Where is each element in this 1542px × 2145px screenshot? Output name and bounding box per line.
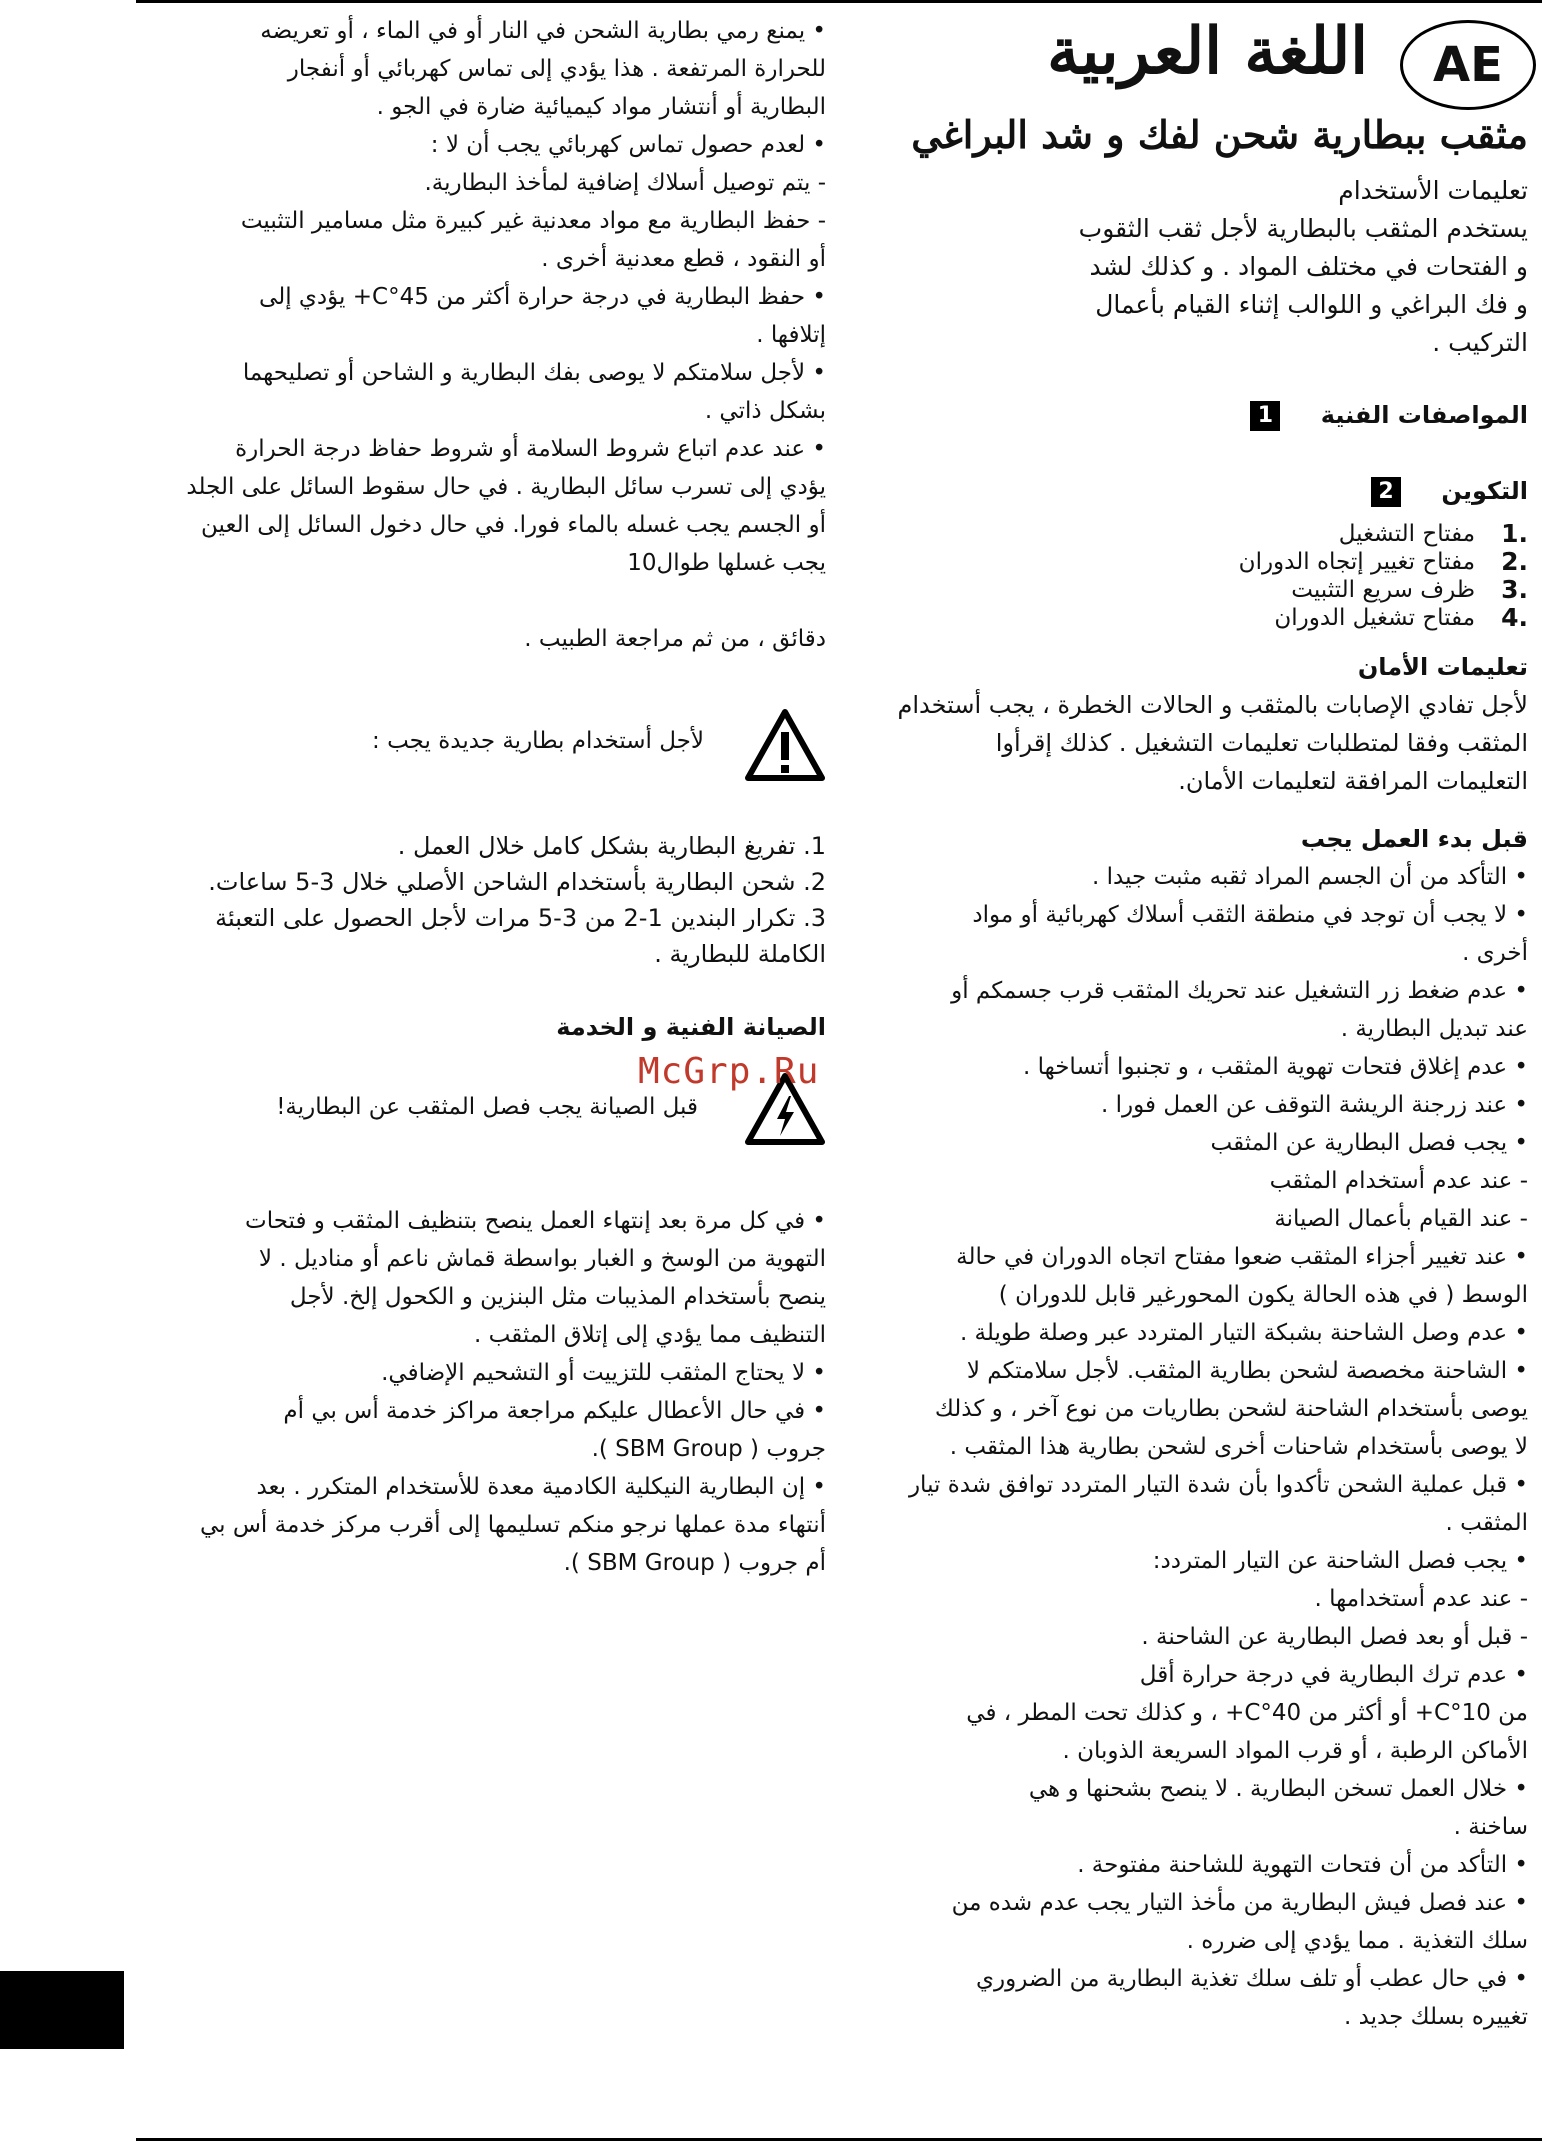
part-label: مفتاح تغيير إتجاه الدوران bbox=[1238, 549, 1476, 575]
maintenance-line: التنظيف مما يؤدي إلى إتلاق المثقب . bbox=[473, 1322, 826, 1348]
part-item bbox=[856, 576, 1528, 604]
spec-label: المواصفات الفنية bbox=[1320, 401, 1528, 429]
safety-line: التعليمات المرافقة لتعليمات الأمان. bbox=[1178, 767, 1528, 795]
minutes-line: دقائق ، من ثم مراجعة الطبيب . bbox=[524, 626, 826, 652]
battery-warning-line: - يتم توصيل أسلاك إضافية لمأخذ البطارية. bbox=[424, 170, 826, 196]
spec-number-badge: 1 bbox=[1250, 401, 1280, 431]
part-number: 4. bbox=[1501, 603, 1528, 632]
part-number: 2. bbox=[1501, 547, 1528, 576]
before-work-line: • في حال عطب أو تلف سلك تغذية البطارية من الضروري bbox=[976, 1966, 1528, 1992]
before-work-line: - عند عدم أستخدام المثقب bbox=[1269, 1168, 1528, 1194]
battery-warning-line: إتلافها . bbox=[756, 322, 826, 348]
step-line: 1. تفريغ البطارية بشكل كامل خلال العمل . bbox=[397, 832, 826, 860]
part-label: مفتاح التشغيل bbox=[1338, 521, 1476, 547]
left-column bbox=[136, 12, 826, 1582]
battery-warnings bbox=[136, 12, 826, 582]
maintenance-title: الصيانة الفنية و الخدمة bbox=[556, 1013, 826, 1041]
config-number-badge: 2 bbox=[1371, 477, 1401, 507]
part-item bbox=[856, 604, 1528, 632]
maintenance-line: ينصح بأستخدام المذيبات مثل البنزين و الكحول إلخ. لأجل bbox=[289, 1284, 826, 1310]
before-work-line: يوصى بأستخدام الشاحنة لشحن بطاريات من نوع آخر ، و كذلك bbox=[934, 1396, 1528, 1422]
part-label: ظرف سريع التثبيت bbox=[1291, 577, 1476, 603]
battery-warning-line: أو الجسم يجب غسله بالماء فورا. في حال دخول السائل إلى العين bbox=[201, 512, 826, 538]
maintenance-line: أم جروب ( SBM Group ). bbox=[563, 1550, 826, 1576]
before-work-line: • خلال العمل تسخن البطارية . لا ينصح بشحنها و هي bbox=[1028, 1776, 1528, 1802]
battery-warning-line: للحرارة المرتفعة . هذا يؤدي إلى تماس كهربائي أو أنفجار bbox=[287, 56, 826, 82]
maintenance-line: جروب ( SBM Group ). bbox=[591, 1436, 826, 1462]
usage-title: تعليمات الأستخدام bbox=[1338, 176, 1528, 205]
usage-text bbox=[856, 210, 1528, 362]
before-work-line: من 10°C+ أو أكثر من 40°C+ ، و كذلك تحت المطر ، في bbox=[966, 1700, 1528, 1726]
usage-line: التركيب . bbox=[1432, 328, 1528, 357]
part-item bbox=[856, 548, 1528, 576]
step-line: 2. شحن البطارية بأستخدام الشاحن الأصلي خلال 3-5 ساعات. bbox=[208, 868, 826, 896]
right-column bbox=[856, 172, 1528, 2036]
safety-line: لأجل تفادي الإصابات بالمثقب و الحالات الخطرة ، يجب أستخدام bbox=[897, 691, 1528, 719]
step-line: الكاملة للبطارية . bbox=[654, 940, 826, 968]
before-work-line: • التأكد من أن فتحات التهوية للشاحنة مفتوحة . bbox=[1077, 1852, 1528, 1878]
maintenance-line: • إن البطارية النيكلية الكادمية معدة للأستخدام المتكرر . بعد bbox=[256, 1474, 826, 1500]
battery-warning-line: • عند عدم اتباع شروط السلامة أو شروط حفاظ درجة الحرارة bbox=[235, 436, 826, 462]
battery-warning-line: بشكل ذاتي . bbox=[704, 398, 826, 424]
before-work-line: عند تبديل البطارية . bbox=[1340, 1016, 1528, 1042]
battery-warning-line: • حفظ البطارية في درجة حرارة أكثر من 45°C+ يؤدي إلى bbox=[259, 284, 826, 310]
maintenance-warning: قبل الصيانة يجب فصل المثقب عن البطارية! bbox=[276, 1094, 698, 1120]
before-work-line: الأماكن الرطبة ، أو قرب المواد السريعة الذوبان . bbox=[1062, 1738, 1528, 1764]
before-work-line: - قبل أو بعد فصل البطارية عن الشاحنة . bbox=[1141, 1624, 1528, 1650]
part-number: 3. bbox=[1501, 575, 1528, 604]
battery-warning-line: • يمنع رمي بطارية الشحن في النار أو في الماء ، أو تعريضه bbox=[260, 18, 826, 44]
part-number: 1. bbox=[1501, 519, 1528, 548]
before-work-line: ساخنة . bbox=[1453, 1814, 1528, 1840]
usage-line: و الفتحات في مختلف المواد . و كذلك لشد bbox=[1089, 252, 1528, 281]
page-edge-tab bbox=[0, 1971, 124, 2049]
bottom-rule bbox=[136, 2138, 1542, 2141]
step-line: 3. تكرار البندين 1-2 من 3-5 مرات لأجل الحصول على التعبئة bbox=[215, 904, 826, 932]
before-work-line: لا يوصى بأستخدام شاحنات أخرى لشحن بطارية هذا المثقب . bbox=[949, 1434, 1528, 1460]
new-battery-note: لأجل أستخدام بطارية جديدة يجب : bbox=[372, 728, 704, 754]
document-subtitle: مثقب ببطارية شحن لفك و شد البراغي bbox=[911, 112, 1528, 157]
battery-warning-line: - حفظ البطارية مع مواد معدنية غير كبيرة مثل مسامير التثبيت bbox=[240, 208, 826, 234]
before-work-line: • عند تغيير أجزاء المثقب ضعوا مفتاح اتجاه الدوران في حالة bbox=[956, 1244, 1528, 1270]
before-work-line: • عدم ترك البطارية في درجة حرارة أقل bbox=[1139, 1662, 1528, 1688]
maintenance-line: • لا يحتاج المثقب للتزييت أو التشحيم الإضافي. bbox=[381, 1360, 826, 1386]
spec-heading bbox=[856, 388, 1528, 442]
config-heading bbox=[856, 464, 1528, 518]
before-work-line: تغييره بسلك جديد . bbox=[1343, 2004, 1528, 2030]
before-work-line: • عند زرجنة الريشة التوقف عن العمل فورا . bbox=[1101, 1092, 1528, 1118]
top-rule bbox=[136, 0, 1542, 3]
before-work-line: • الشاحنة مخصصة لشحن بطارية المثقب. لأجل سلامتكم لا bbox=[966, 1358, 1528, 1384]
before-work-list bbox=[856, 858, 1528, 2036]
before-work-line: • لا يجب أن توجد في منطقة الثقب أسلاك كهربائية أو مواد bbox=[972, 902, 1528, 928]
before-work-line: المثقب . bbox=[1445, 1510, 1528, 1536]
first-use-steps bbox=[136, 828, 826, 972]
before-work-line: الوسط ( في هذه الحالة يكون المحورغير قابل للدوران ) bbox=[998, 1282, 1528, 1308]
before-work-line: • قبل عملية الشحن تأكدوا بأن شدة التيار المتردد توافق شدة تيار bbox=[908, 1472, 1528, 1498]
safety-title: تعليمات الأمان bbox=[1357, 653, 1528, 681]
battery-warning-line: أو النقود ، قطع معدنية أخرى . bbox=[541, 246, 826, 272]
before-work-line: • عدم وصل الشاحنة بشبكة التيار المتردد عبر وصلة طويلة . bbox=[959, 1320, 1528, 1346]
part-item bbox=[856, 520, 1528, 548]
usage-line: و فك البراغي و اللوالب إثناء القيام بأعمال bbox=[1095, 290, 1528, 319]
before-work-line: • يجب فصل الشاحنة عن التيار المتردد: bbox=[1152, 1548, 1528, 1574]
maintenance-line: • في حال الأعطال عليكم مراجعة مراكز خدمة أس بي أم bbox=[283, 1398, 826, 1424]
language-code: AE bbox=[1433, 37, 1503, 93]
safety-line: المثقب وفقا لمتطلبات تعليمات التشغيل . كذلك إقرأوا bbox=[995, 729, 1528, 757]
battery-warning-line: يجب غسلها طوال10 bbox=[627, 550, 826, 576]
maintenance-list bbox=[136, 1202, 826, 1582]
before-work-line: - عند القيام بأعمال الصيانة bbox=[1274, 1206, 1528, 1232]
language-code-badge bbox=[1400, 20, 1536, 110]
battery-warning-line: البطارية أو أنتشار مواد كيميائية ضارة في الجو . bbox=[376, 94, 826, 120]
warning-triangle-icon bbox=[744, 708, 826, 782]
maintenance-line: أنتهاء مدة عملها نرجو منكم تسليمها إلى أقرب مركز خدمة أس بي bbox=[199, 1512, 826, 1538]
new-battery-block bbox=[136, 698, 826, 794]
before-work-line: سلك التغذية . مما يؤدي إلى ضرره . bbox=[1186, 1928, 1528, 1954]
before-work-line: • يجب فصل البطارية عن المثقب bbox=[1210, 1130, 1528, 1156]
config-label: التكوين bbox=[1441, 477, 1528, 505]
parts-list bbox=[856, 520, 1528, 632]
before-work-line: أخرى . bbox=[1462, 940, 1528, 966]
before-work-line: • عدم ضغط زر التشغيل عند تحريك المثقب قرب جسمكم أو bbox=[951, 978, 1528, 1004]
battery-warning-line: • لعدم حصول تماس كهربائي يجب أن لا : bbox=[430, 132, 826, 158]
language-title: اللغة العربية bbox=[1047, 14, 1368, 89]
before-work-line: • التأكد من أن الجسم المراد ثقبه مثبت جيدا . bbox=[1092, 864, 1528, 890]
part-label: مفتاح تشغيل الدوران bbox=[1274, 605, 1476, 631]
battery-warning-line: يؤدي إلى تسرب سائل البطارية . في حال سقوط السائل على الجلد bbox=[186, 474, 826, 500]
battery-warning-line: • لأجل سلامتكم لا يوصى بفك البطارية و الشاحن أو تصليحهما bbox=[242, 360, 826, 386]
watermark: McGrp.Ru bbox=[638, 1051, 820, 1092]
safety-text bbox=[856, 686, 1528, 800]
before-work-line: - عند عدم أستخدامها . bbox=[1314, 1586, 1528, 1612]
before-work-line: • عدم إغلاق فتحات تهوية المثقب ، و تجنبوا أتساخها . bbox=[1022, 1054, 1528, 1080]
before-work-line: • عند فصل فيش البطارية من مأخذ التيار يجب عدم شده من bbox=[951, 1890, 1528, 1916]
maintenance-line: التهوية من الوسخ و الغبار بواسطة قماش ناعم أو مناديل . لا bbox=[258, 1246, 826, 1272]
usage-line: يستخدم المثقب بالبطارية لأجل ثقب الثقوب bbox=[1078, 214, 1528, 243]
before-work-title: قبل بدء العمل يجب bbox=[1300, 825, 1528, 853]
maintenance-line: • في كل مرة بعد إنتهاء العمل ينصح بتنظيف المثقب و فتحات bbox=[245, 1208, 826, 1234]
